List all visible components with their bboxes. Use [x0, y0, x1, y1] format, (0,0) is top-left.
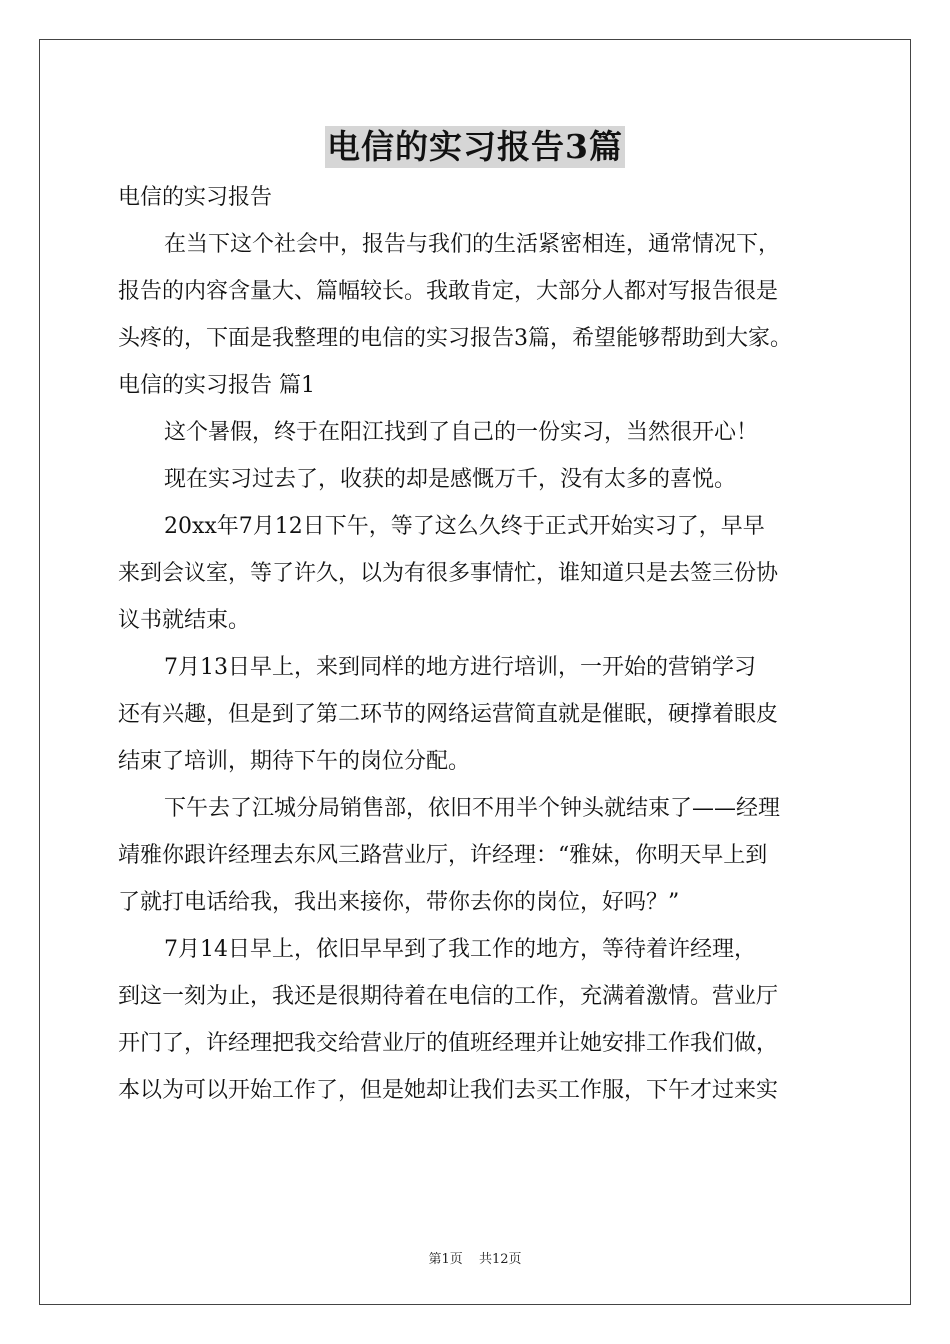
page-footer: [0, 1248, 950, 1267]
paragraph-line: 到这一刻为止，我还是很期待着在电信的工作，充满着激情。营业厅: [118, 984, 779, 1009]
paragraph-line: 还有兴趣，但是到了第二环节的网络运营简直就是催眠，硬撑着眼皮: [118, 702, 779, 727]
paragraph-line: 在当下这个社会中，报告与我们的生活紧密相连，通常情况下，: [164, 232, 781, 257]
page-total: 共12页: [478, 1252, 522, 1267]
paragraph-line: 开门了，许经理把我交给营业厅的值班经理并让她安排工作我们做，: [118, 1031, 779, 1056]
paragraph-line: 20xx年7月12日下午，等了这么久终于正式开始实习了，早早: [164, 514, 765, 539]
document-body: [118, 174, 836, 1114]
paragraph-line: 头疼的，下面是我整理的电信的实习报告3篇，希望能够帮助到大家。: [118, 326, 792, 351]
paragraph-line: 靖雅你跟许经理去东风三路营业厅，许经理：“雅妹，你明天早上到: [118, 843, 768, 868]
section-heading: 电信的实习报告: [118, 185, 273, 210]
paragraph-line: 这个暑假，终于在阳江找到了自己的一份实习，当然很开心！: [164, 420, 759, 445]
section-heading: 电信的实习报告 篇1: [118, 373, 315, 398]
paragraph-line: 结束了培训，期待下午的岗位分配。: [118, 749, 471, 774]
paragraph-line: 7月14日早上，依旧早早到了我工作的地方，等待着许经理，: [164, 937, 756, 962]
paragraph-line: 了就打电话给我，我出来接你，带你去你的岗位，好吗？”: [118, 890, 680, 915]
paragraph-line: 来到会议室，等了许久，以为有很多事情忙，谁知道只是去签三份协: [118, 561, 779, 586]
paragraph-line: 议书就结束。: [118, 608, 251, 633]
document-title: 电信的实习报告3篇: [327, 127, 623, 166]
page-number: 第1页: [428, 1252, 463, 1267]
title-wrap: [0, 126, 950, 168]
paragraph-line: 7月13日早上，来到同样的地方进行培训，一开始的营销学习: [164, 655, 756, 680]
paragraph-line: 现在实习过去了，收获的却是感慨万千，没有太多的喜悦。: [164, 467, 737, 492]
paragraph-line: 报告的内容含量大、篇幅较长。我敢肯定，大部分人都对写报告很是: [118, 279, 779, 304]
paragraph-line: 下午去了江城分局销售部，依旧不用半个钟头就结束了——经理: [164, 796, 781, 821]
paragraph-line: 本以为可以开始工作了，但是她却让我们去买工作服，下午才过来实: [118, 1078, 779, 1103]
